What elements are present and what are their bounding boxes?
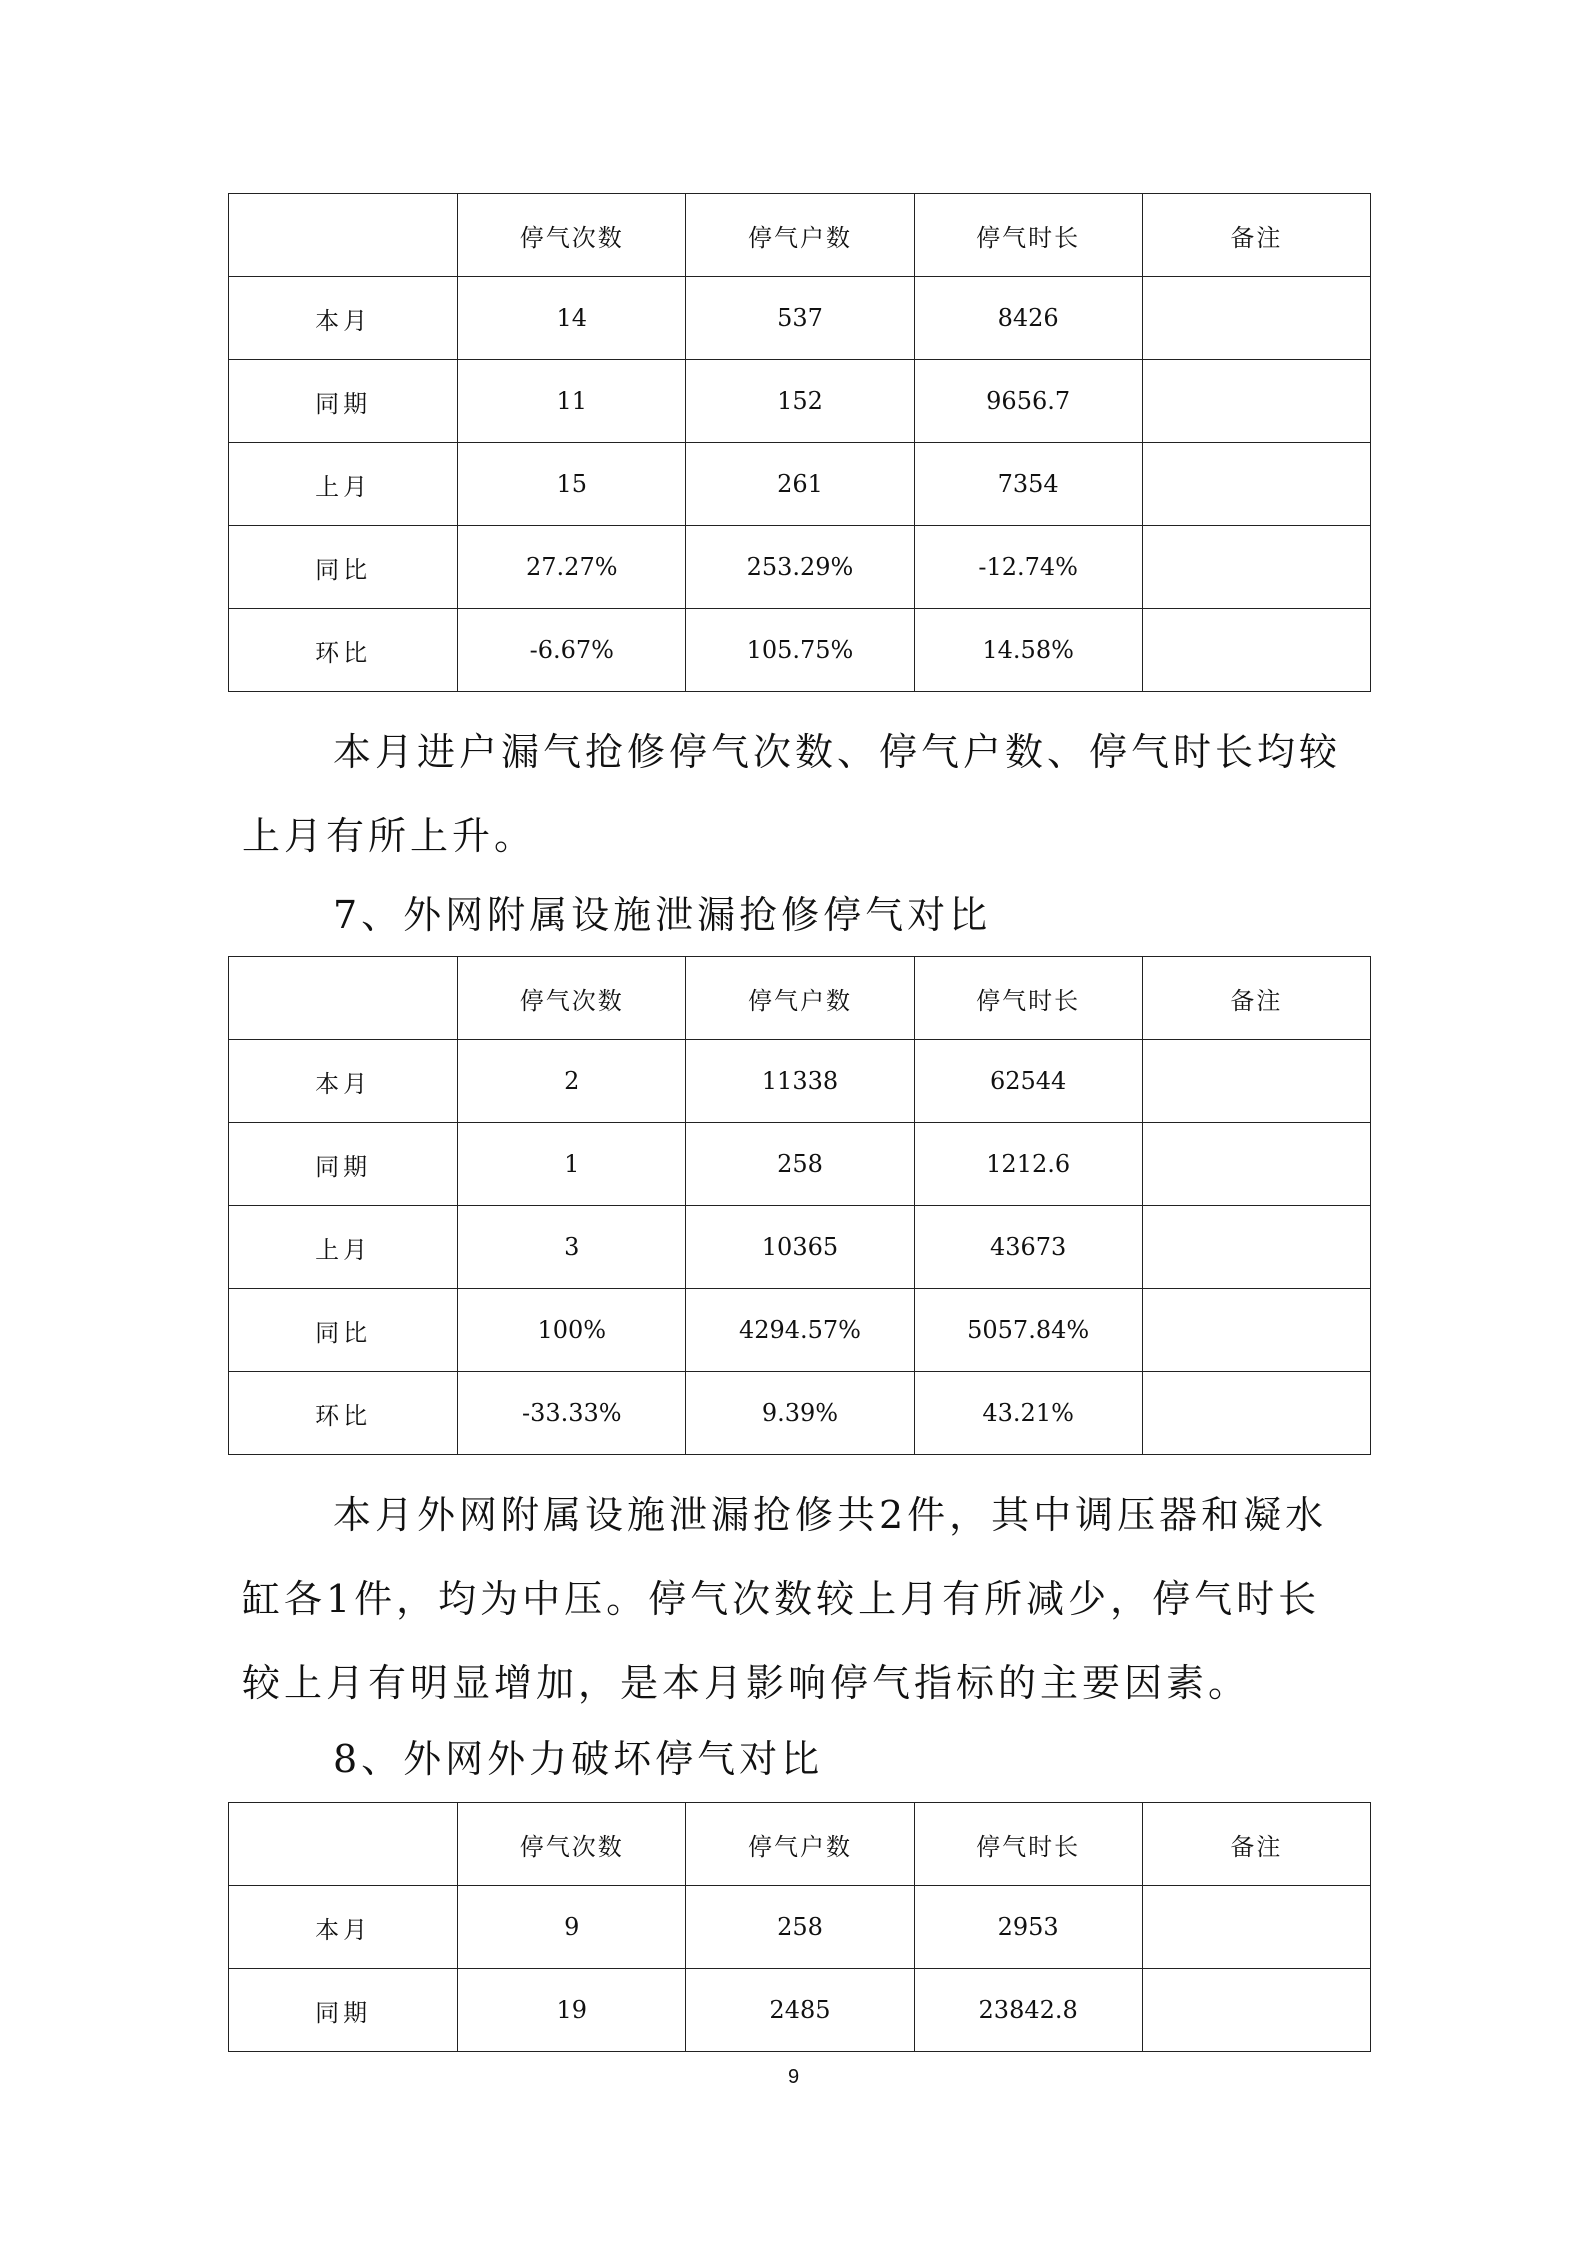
table-row bbox=[229, 1886, 1371, 1969]
table-header-cell: 停气时长 bbox=[914, 1803, 1142, 1886]
table-header-cell: 停气时长 bbox=[914, 957, 1142, 1040]
table-cell: 43.21% bbox=[914, 1372, 1142, 1455]
table-header-cell: 停气户数 bbox=[686, 957, 914, 1040]
outage-table-3 bbox=[228, 1802, 1371, 2052]
table-cell: 5057.84% bbox=[914, 1289, 1142, 1372]
table-cell: 43673 bbox=[914, 1206, 1142, 1289]
table-cell: 62544 bbox=[914, 1040, 1142, 1123]
table-cell: 14.58% bbox=[914, 609, 1142, 692]
table-header-cell: 停气时长 bbox=[914, 194, 1142, 277]
table-row bbox=[229, 1206, 1371, 1289]
section-heading-8: 8、外网外力破坏停气对比 bbox=[333, 1737, 824, 1781]
table-cell: 7354 bbox=[914, 443, 1142, 526]
summary-paragraph-2: 本月外网附属设施泄漏抢修共2件，其中调压器和凝水缸各1件，均为中压。停气次数较上月有所减少，停气时长较上月有明显增加，是本月影响停气指标的主要因素。 bbox=[242, 1493, 1328, 1705]
table-row bbox=[229, 1289, 1371, 1372]
table-cell: 10365 bbox=[686, 1206, 914, 1289]
table-header-row bbox=[229, 1803, 1371, 1886]
table-header-cell: 停气次数 bbox=[458, 194, 686, 277]
table-header-cell: 停气次数 bbox=[458, 957, 686, 1040]
table-header-cell: 停气户数 bbox=[686, 1803, 914, 1886]
table-cell: 11338 bbox=[686, 1040, 914, 1123]
table-row bbox=[229, 1372, 1371, 1455]
table-header-cell bbox=[229, 957, 458, 1040]
table-cell bbox=[1142, 277, 1370, 360]
row-label: 上月 bbox=[229, 1206, 458, 1289]
table-cell: 3 bbox=[458, 1206, 686, 1289]
table-header-row bbox=[229, 194, 1371, 277]
table-cell: 8426 bbox=[914, 277, 1142, 360]
table-cell: 4294.57% bbox=[686, 1289, 914, 1372]
table-cell: 2 bbox=[458, 1040, 686, 1123]
table-cell bbox=[1142, 1969, 1370, 2052]
row-label: 同比 bbox=[229, 526, 458, 609]
row-label: 本月 bbox=[229, 277, 458, 360]
table-cell: 253.29% bbox=[686, 526, 914, 609]
table-row bbox=[229, 1040, 1371, 1123]
table-cell bbox=[1142, 1206, 1370, 1289]
table-cell: 537 bbox=[686, 277, 914, 360]
table-cell: 15 bbox=[458, 443, 686, 526]
table-header-cell: 备注 bbox=[1142, 194, 1370, 277]
row-label: 同比 bbox=[229, 1289, 458, 1372]
table-cell: 2953 bbox=[914, 1886, 1142, 1969]
table-cell bbox=[1142, 360, 1370, 443]
table-row bbox=[229, 1123, 1371, 1206]
summary-paragraph-1: 本月进户漏气抢修停气次数、停气户数、停气时长均较上月有所上升。 bbox=[242, 730, 1342, 858]
table-row bbox=[229, 360, 1371, 443]
page-number: 9 bbox=[787, 2066, 800, 2088]
table-cell: 105.75% bbox=[686, 609, 914, 692]
table-row bbox=[229, 1969, 1371, 2052]
table-cell: 23842.8 bbox=[914, 1969, 1142, 2052]
table-cell bbox=[1142, 1372, 1370, 1455]
table-cell: 2485 bbox=[686, 1969, 914, 2052]
table-cell: 27.27% bbox=[458, 526, 686, 609]
table-cell bbox=[1142, 526, 1370, 609]
table-cell bbox=[1142, 1886, 1370, 1969]
table-cell: 258 bbox=[686, 1123, 914, 1206]
table-cell: 9656.7 bbox=[914, 360, 1142, 443]
table-cell: 100% bbox=[458, 1289, 686, 1372]
table-header-cell: 备注 bbox=[1142, 1803, 1370, 1886]
table-cell: 1212.6 bbox=[914, 1123, 1142, 1206]
table-cell bbox=[1142, 443, 1370, 526]
row-label: 环比 bbox=[229, 609, 458, 692]
outage-table-2 bbox=[228, 956, 1371, 1455]
table-header-row bbox=[229, 957, 1371, 1040]
table-row bbox=[229, 277, 1371, 360]
table-cell: -12.74% bbox=[914, 526, 1142, 609]
outage-table-1 bbox=[228, 193, 1371, 692]
table-header-cell bbox=[229, 194, 458, 277]
row-label: 本月 bbox=[229, 1886, 458, 1969]
table-cell bbox=[1142, 1123, 1370, 1206]
table-cell bbox=[1142, 609, 1370, 692]
row-label: 同期 bbox=[229, 1969, 458, 2052]
table-cell: 258 bbox=[686, 1886, 914, 1969]
row-label: 同期 bbox=[229, 1123, 458, 1206]
table-cell: -6.67% bbox=[458, 609, 686, 692]
table-cell: 152 bbox=[686, 360, 914, 443]
row-label: 本月 bbox=[229, 1040, 458, 1123]
table-row bbox=[229, 526, 1371, 609]
table-cell: 9.39% bbox=[686, 1372, 914, 1455]
row-label: 环比 bbox=[229, 1372, 458, 1455]
table-cell: 14 bbox=[458, 277, 686, 360]
table-cell: 19 bbox=[458, 1969, 686, 2052]
table-cell bbox=[1142, 1289, 1370, 1372]
table-header-cell: 备注 bbox=[1142, 957, 1370, 1040]
table-cell bbox=[1142, 1040, 1370, 1123]
table-cell: 1 bbox=[458, 1123, 686, 1206]
table-cell: 261 bbox=[686, 443, 914, 526]
table-cell: 9 bbox=[458, 1886, 686, 1969]
table-cell: -33.33% bbox=[458, 1372, 686, 1455]
row-label: 上月 bbox=[229, 443, 458, 526]
table-cell: 11 bbox=[458, 360, 686, 443]
table-row bbox=[229, 609, 1371, 692]
table-row bbox=[229, 443, 1371, 526]
table-header-cell: 停气次数 bbox=[458, 1803, 686, 1886]
table-header-cell: 停气户数 bbox=[686, 194, 914, 277]
section-heading-7: 7、外网附属设施泄漏抢修停气对比 bbox=[333, 893, 992, 937]
row-label: 同期 bbox=[229, 360, 458, 443]
table-header-cell bbox=[229, 1803, 458, 1886]
